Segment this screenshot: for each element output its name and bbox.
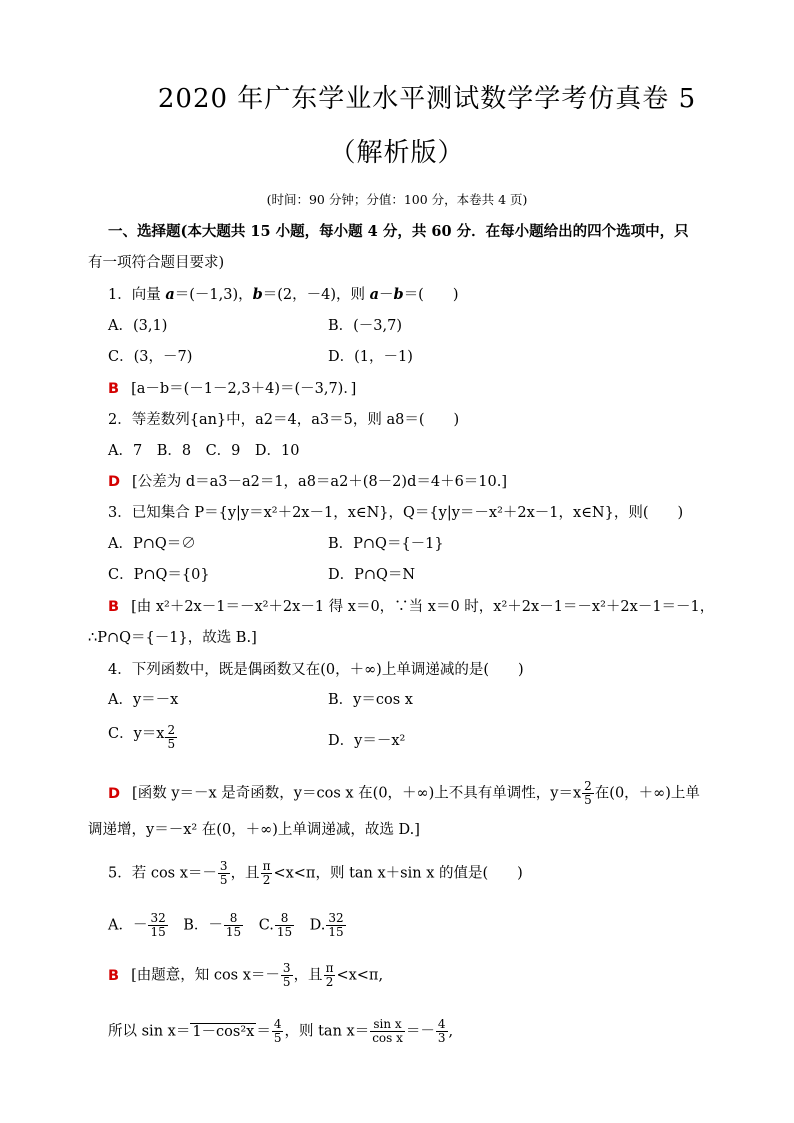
answer-key: D [108,474,121,490]
answer-key: B [108,599,120,615]
question-4-option-d: D．y＝－x² [328,733,406,749]
question-1-option-d: D．(1，－1) [328,349,413,365]
question-4-option-b: B．y＝cos x [328,692,413,708]
question-5-stem: 5．若 cos x＝－ $\frac{3}{5}$ ，且 $\frac{\pi}{2}$ <x<π，则 tan x＋sin x 的值是( ) [108,859,523,887]
question-4-answer-cont: 调递增，y＝－x² 在(0，＋∞)上单调递减，故选 D.] [88,822,420,838]
question-1-option-b: B．(－3,7) [328,318,403,334]
question-2-answer: D [公差为 d＝a3－a2＝1，a8＝a2＋(8－2)d＝4＋6＝10.] [108,474,508,490]
question-4-option-c: C．y＝x $\frac{2}{5}$ [108,723,176,751]
question-4-stem: 4．下列函数中，既是偶函数又在(0，＋∞)上单调递减的是( ) [108,662,524,678]
question-5-answer: B [由题意，知 cos x＝－ $\frac{3}{5}$ ，且 $\frac{\pi}{2}$ <x<π, [108,961,384,989]
question-4-answer: D [函数 y＝－x 是奇函数，y＝cos x 在(0，＋∞)上不具有单调性，y＝x $\frac{2}{5}$ 在(0，＋∞)上单 [108,779,700,807]
question-3-option-a: A．P∩Q＝∅ [108,536,196,552]
question-5-options: A．－ $\frac{32}{15}$ B．－ $\frac{8}{15}$ C. $\frac{8}{15}$ D. $\frac{32}{15}$ [108,911,344,939]
question-3-stem: 3．已知集合 P＝{y|y＝x²＋2x－1，x∈N}，Q＝{y|y＝－x²＋2x－1，x∈N}，则( ) [108,505,684,521]
section-heading: 一、选择题(本大题共 15 小题，每小题 4 分，共 60 分．在每小题给出的四个选项中，只 [108,223,689,240]
question-3-option-d: D．P∩Q＝N [328,567,416,583]
answer-key: B [108,967,120,984]
question-2-options: A．7 B．8 C．9 D．10 [108,443,300,459]
question-3-answer: B [由 x²＋2x－1＝－x²＋2x－1 得 x＝0，∵当 x＝0 时，x²＋2x－1＝－x²＋2x－1＝－1， [108,599,715,615]
question-3-option-c: C．P∩Q＝{0} [108,567,210,583]
exam-info: (时间：90 分钟；分值：100 分，本卷共 4 页) [266,192,528,207]
paper-subtitle: （解析版） [329,138,465,168]
answer-key: B [108,381,120,397]
paper-title: 2020 年广东学业水平测试数学学考仿真卷 5 [157,84,697,114]
question-3-answer-cont: ∴P∩Q＝{－1}，故选 B.] [88,630,257,646]
question-1-option-c: C．(3，－7) [108,349,193,365]
question-4-option-a: A．y＝－x [108,692,179,708]
sqrt-expression: 1－cos²x [192,1023,255,1040]
question-1-answer: B [a－b＝(－1－2,3＋4)＝(－3,7)．] [108,381,357,397]
section-heading-cont: 有一项符合题目要求) [88,255,225,271]
question-3-option-b: B．P∩Q＝{－1} [328,536,444,552]
answer-key: D [108,785,121,802]
question-1-stem: 1．向量 a＝(－1,3)，b＝(2，－4)，则 a－b＝( ) [108,286,459,303]
question-1-option-a: A．(3,1) [108,318,168,334]
question-5-answer-cont: 所以 sin x＝ 1－cos²x ＝ $\frac{4}{5}$ ，则 tan x＝ $\frac{\text{sin x}}{\text{cos x}}$ ＝－ $\frac{4}{3}$ , [108,1017,454,1045]
question-2-stem: 2．等差数列{an}中，a2＝4，a3＝5，则 a8＝( ) [108,412,460,428]
